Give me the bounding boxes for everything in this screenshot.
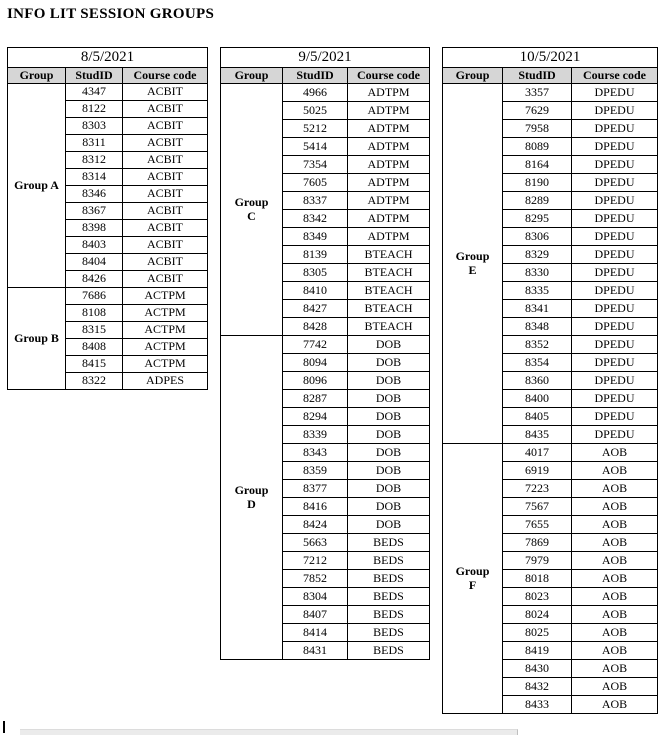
course-cell: DPEDU	[572, 264, 658, 282]
course-cell: DPEDU	[572, 426, 658, 444]
course-cell: ACTPM	[123, 339, 208, 356]
course-cell: DPEDU	[572, 156, 658, 174]
group-cell: Group E	[443, 84, 503, 444]
course-cell: ACBIT	[123, 254, 208, 271]
table-row	[443, 84, 658, 102]
studid-cell: 8400	[503, 390, 572, 408]
course-cell: DPEDU	[572, 84, 658, 102]
course-cell: BTEACH	[348, 300, 430, 318]
course-cell: DOB	[348, 498, 430, 516]
course-cell: ADPES	[123, 373, 208, 390]
studid-cell: 8306	[503, 228, 572, 246]
studid-cell: 8305	[283, 264, 348, 282]
course-cell: DOB	[348, 426, 430, 444]
course-cell: DPEDU	[572, 390, 658, 408]
studid-cell: 7629	[503, 102, 572, 120]
studid-cell: 8430	[503, 660, 572, 678]
header-row	[8, 68, 208, 84]
studid-cell: 8315	[66, 322, 123, 339]
course-cell: AOB	[572, 678, 658, 696]
course-cell: AOB	[572, 462, 658, 480]
studid-cell: 8367	[66, 203, 123, 220]
studid-cell: 8424	[283, 516, 348, 534]
course-cell: ADTPM	[348, 228, 430, 246]
column-header: Group	[8, 68, 66, 84]
course-cell: BTEACH	[348, 246, 430, 264]
course-cell: AOB	[572, 534, 658, 552]
column-header: Course code	[123, 68, 208, 84]
group-cell: Group B	[8, 288, 66, 390]
studid-cell: 7742	[283, 336, 348, 354]
course-cell: DPEDU	[572, 138, 658, 156]
studid-cell: 4966	[283, 84, 348, 102]
studid-cell: 8322	[66, 373, 123, 390]
studid-cell: 8428	[283, 318, 348, 336]
studid-cell: 8342	[283, 210, 348, 228]
studid-cell: 6919	[503, 462, 572, 480]
studid-cell: 8377	[283, 480, 348, 498]
column-header: StudID	[283, 68, 348, 84]
studid-cell: 7212	[283, 552, 348, 570]
course-cell: ACBIT	[123, 84, 208, 101]
table-date: 9/5/2021	[221, 48, 430, 68]
column-header: StudID	[503, 68, 572, 84]
studid-cell: 8405	[503, 408, 572, 426]
course-cell: BEDS	[348, 588, 430, 606]
course-cell: DPEDU	[572, 408, 658, 426]
studid-cell: 8139	[283, 246, 348, 264]
studid-cell: 8094	[283, 354, 348, 372]
course-cell: DPEDU	[572, 210, 658, 228]
course-cell: DOB	[348, 462, 430, 480]
studid-cell: 7223	[503, 480, 572, 498]
course-cell: AOB	[572, 552, 658, 570]
studid-cell: 5212	[283, 120, 348, 138]
course-cell: DPEDU	[572, 192, 658, 210]
table-row	[8, 84, 208, 101]
course-cell: AOB	[572, 660, 658, 678]
studid-cell: 8314	[66, 169, 123, 186]
studid-cell: 8432	[503, 678, 572, 696]
studid-cell: 8343	[283, 444, 348, 462]
course-cell: DPEDU	[572, 228, 658, 246]
studid-cell: 7979	[503, 552, 572, 570]
text-cursor	[3, 721, 5, 733]
course-cell: ADTPM	[348, 120, 430, 138]
group-cell: Group A	[8, 84, 66, 288]
studid-cell: 7852	[283, 570, 348, 588]
table-date: 10/5/2021	[443, 48, 658, 68]
course-cell: AOB	[572, 696, 658, 714]
table-row	[221, 336, 430, 354]
studid-cell: 3357	[503, 84, 572, 102]
course-cell: DOB	[348, 372, 430, 390]
studid-cell: 8349	[283, 228, 348, 246]
course-cell: DPEDU	[572, 246, 658, 264]
course-cell: ACBIT	[123, 135, 208, 152]
course-cell: ACTPM	[123, 322, 208, 339]
studid-cell: 8190	[503, 174, 572, 192]
studid-cell: 8025	[503, 624, 572, 642]
course-cell: ADTPM	[348, 84, 430, 102]
course-cell: ACBIT	[123, 101, 208, 118]
course-cell: ADTPM	[348, 210, 430, 228]
course-cell: DPEDU	[572, 318, 658, 336]
course-cell: DPEDU	[572, 120, 658, 138]
page-title: INFO LIT SESSION GROUPS	[7, 6, 215, 22]
studid-cell: 7958	[503, 120, 572, 138]
studid-cell: 8096	[283, 372, 348, 390]
group-cell: Group C	[221, 84, 283, 336]
column-header: Course code	[348, 68, 430, 84]
header-row	[221, 68, 430, 84]
studid-cell: 8415	[66, 356, 123, 373]
table-row	[443, 444, 658, 462]
studid-cell: 8407	[283, 606, 348, 624]
studid-cell: 8024	[503, 606, 572, 624]
column-header: Group	[221, 68, 283, 84]
next-element-top-edge	[20, 729, 518, 735]
course-cell: DPEDU	[572, 336, 658, 354]
group-cell: Group D	[221, 336, 283, 660]
course-cell: AOB	[572, 480, 658, 498]
header-row	[443, 68, 658, 84]
studid-cell: 5025	[283, 102, 348, 120]
studid-cell: 8414	[283, 624, 348, 642]
studid-cell: 8435	[503, 426, 572, 444]
studid-cell: 8304	[283, 588, 348, 606]
table-row	[8, 288, 208, 305]
course-cell: AOB	[572, 570, 658, 588]
studid-cell: 8341	[503, 300, 572, 318]
course-cell: BEDS	[348, 552, 430, 570]
course-cell: ADTPM	[348, 192, 430, 210]
studid-cell: 8426	[66, 271, 123, 288]
course-cell: ADTPM	[348, 174, 430, 192]
course-cell: ACBIT	[123, 271, 208, 288]
course-cell: ACBIT	[123, 237, 208, 254]
studid-cell: 8398	[66, 220, 123, 237]
course-cell: ACTPM	[123, 305, 208, 322]
studid-cell: 7605	[283, 174, 348, 192]
studid-cell: 8287	[283, 390, 348, 408]
course-cell: ACBIT	[123, 220, 208, 237]
studid-cell: 8089	[503, 138, 572, 156]
studid-cell: 8408	[66, 339, 123, 356]
course-cell: AOB	[572, 444, 658, 462]
studid-cell: 8339	[283, 426, 348, 444]
studid-cell: 8108	[66, 305, 123, 322]
course-cell: AOB	[572, 624, 658, 642]
course-cell: BEDS	[348, 570, 430, 588]
course-cell: ADTPM	[348, 138, 430, 156]
studid-cell: 7567	[503, 498, 572, 516]
session-table-1	[7, 47, 208, 390]
studid-cell: 8122	[66, 101, 123, 118]
studid-cell: 4347	[66, 84, 123, 101]
course-cell: DPEDU	[572, 354, 658, 372]
course-cell: BTEACH	[348, 264, 430, 282]
studid-cell: 4017	[503, 444, 572, 462]
column-header: Course code	[572, 68, 658, 84]
studid-cell: 8295	[503, 210, 572, 228]
studid-cell: 8335	[503, 282, 572, 300]
course-cell: ADTPM	[348, 102, 430, 120]
studid-cell: 5414	[283, 138, 348, 156]
course-cell: ACBIT	[123, 186, 208, 203]
studid-cell: 8427	[283, 300, 348, 318]
course-cell: DPEDU	[572, 174, 658, 192]
date-row	[443, 48, 658, 68]
course-cell: AOB	[572, 606, 658, 624]
course-cell: BTEACH	[348, 282, 430, 300]
studid-cell: 8337	[283, 192, 348, 210]
studid-cell: 8018	[503, 570, 572, 588]
course-cell: DOB	[348, 444, 430, 462]
course-cell: BEDS	[348, 642, 430, 660]
studid-cell: 8164	[503, 156, 572, 174]
studid-cell: 8352	[503, 336, 572, 354]
date-row	[221, 48, 430, 68]
course-cell: DOB	[348, 480, 430, 498]
studid-cell: 8404	[66, 254, 123, 271]
session-table-2	[220, 47, 430, 660]
column-header: Group	[443, 68, 503, 84]
course-cell: AOB	[572, 642, 658, 660]
studid-cell: 7655	[503, 516, 572, 534]
course-cell: ACBIT	[123, 152, 208, 169]
studid-cell: 8360	[503, 372, 572, 390]
studid-cell: 5663	[283, 534, 348, 552]
course-cell: DPEDU	[572, 102, 658, 120]
studid-cell: 7354	[283, 156, 348, 174]
column-header: StudID	[66, 68, 123, 84]
session-table-3	[442, 47, 658, 714]
studid-cell: 8329	[503, 246, 572, 264]
table-row	[221, 84, 430, 102]
studid-cell: 7869	[503, 534, 572, 552]
course-cell: DPEDU	[572, 300, 658, 318]
course-cell: BEDS	[348, 534, 430, 552]
studid-cell: 8348	[503, 318, 572, 336]
course-cell: AOB	[572, 516, 658, 534]
studid-cell: 8303	[66, 118, 123, 135]
course-cell: ACTPM	[123, 356, 208, 373]
studid-cell: 7686	[66, 288, 123, 305]
studid-cell: 8410	[283, 282, 348, 300]
course-cell: BEDS	[348, 606, 430, 624]
studid-cell: 8289	[503, 192, 572, 210]
course-cell: DOB	[348, 408, 430, 426]
course-cell: DOB	[348, 336, 430, 354]
studid-cell: 8330	[503, 264, 572, 282]
course-cell: DPEDU	[572, 282, 658, 300]
studid-cell: 8294	[283, 408, 348, 426]
course-cell: AOB	[572, 588, 658, 606]
course-cell: ACBIT	[123, 118, 208, 135]
course-cell: ACTPM	[123, 288, 208, 305]
studid-cell: 8403	[66, 237, 123, 254]
course-cell: DOB	[348, 390, 430, 408]
studid-cell: 8354	[503, 354, 572, 372]
course-cell: DPEDU	[572, 372, 658, 390]
studid-cell: 8312	[66, 152, 123, 169]
course-cell: DOB	[348, 516, 430, 534]
group-cell: Group F	[443, 444, 503, 714]
studid-cell: 8359	[283, 462, 348, 480]
studid-cell: 8433	[503, 696, 572, 714]
course-cell: BEDS	[348, 624, 430, 642]
table-date: 8/5/2021	[8, 48, 208, 68]
course-cell: AOB	[572, 498, 658, 516]
course-cell: DOB	[348, 354, 430, 372]
course-cell: ADTPM	[348, 156, 430, 174]
date-row	[8, 48, 208, 68]
course-cell: ACBIT	[123, 169, 208, 186]
course-cell: BTEACH	[348, 318, 430, 336]
studid-cell: 8346	[66, 186, 123, 203]
studid-cell: 8023	[503, 588, 572, 606]
studid-cell: 8431	[283, 642, 348, 660]
studid-cell: 8416	[283, 498, 348, 516]
course-cell: ACBIT	[123, 203, 208, 220]
studid-cell: 8311	[66, 135, 123, 152]
studid-cell: 8419	[503, 642, 572, 660]
